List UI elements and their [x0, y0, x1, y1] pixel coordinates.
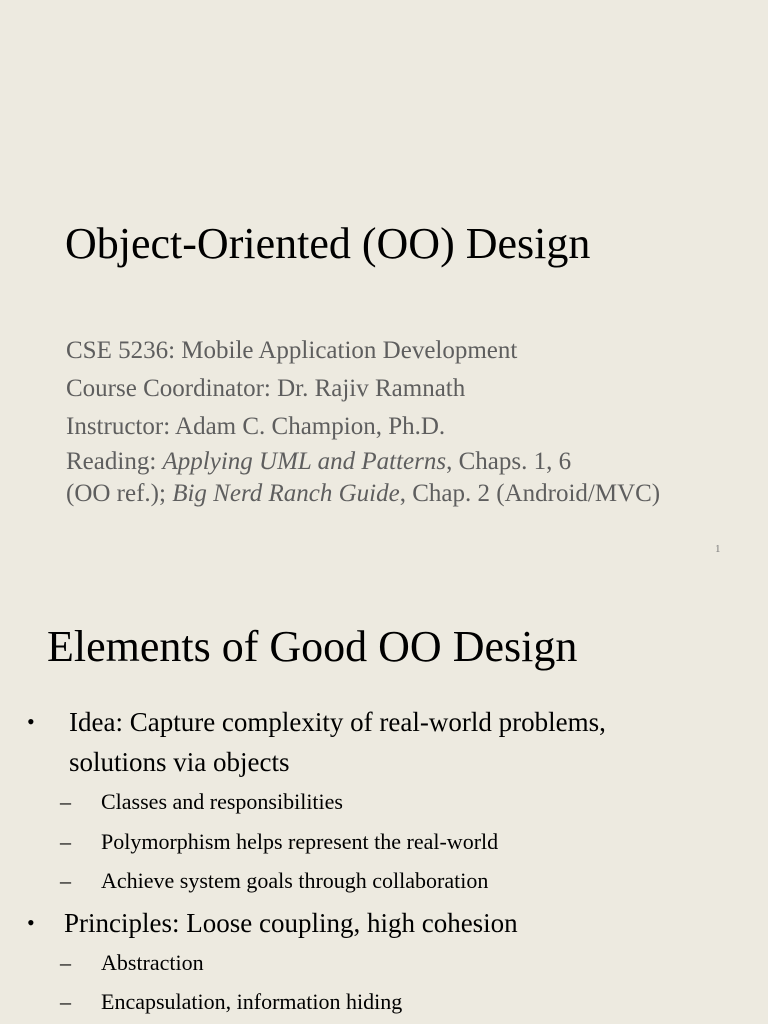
bullet-text: solutions via objects [69, 747, 290, 777]
sub-bullet-text: Polymorphism helps represent the real-world [101, 828, 499, 854]
bullet-text: Principles: Loose coupling, high cohesion [64, 907, 518, 938]
bullet-item-continued [0, 742, 768, 782]
bullet-item [0, 903, 768, 943]
dash-icon: – [60, 828, 71, 854]
reading-book-1-chapters: , Chaps. 1, 6 [446, 448, 572, 475]
reading-line-2 [66, 478, 660, 510]
dash-icon: – [60, 789, 71, 814]
slide-title: Object-Oriented (OO) Design [65, 219, 591, 268]
course-coordinator: Course Coordinator: Dr. Rajiv Ramnath [66, 375, 466, 402]
bullet-icon: • [27, 909, 35, 935]
reading-book-2: Big Nerd Ranch Guide [172, 480, 400, 507]
instructor: Instructor: Adam C. Champion, Ph.D. [66, 413, 446, 440]
dash-icon: – [60, 989, 71, 1014]
dash-icon: – [60, 868, 71, 893]
slide-title: Elements of Good OO Design [47, 622, 578, 671]
dash-icon: – [60, 949, 71, 975]
bullet-list [0, 702, 768, 1022]
bullet-item [0, 702, 768, 742]
sub-bullet-item [0, 861, 768, 901]
reading-book-1: Applying UML and Patterns [162, 448, 447, 475]
sub-bullet-item [0, 943, 768, 983]
reading-line-1 [66, 446, 660, 478]
slide-subtitle [66, 332, 660, 510]
sub-bullet-text: Achieve system goals through collaboration [101, 868, 489, 893]
bullet-icon: • [27, 709, 35, 734]
slide-2 [0, 576, 768, 1024]
sub-bullet-item [0, 982, 768, 1022]
course-name: CSE 5236: Mobile Application Development [66, 337, 518, 364]
slide-number: 1 [715, 543, 721, 555]
sub-bullet-item [0, 782, 768, 822]
bullet-text: Idea: Capture complexity of real-world problems, [69, 707, 606, 737]
reading-book-2-chapters: , Chap. 2 (Android/MVC) [399, 480, 661, 507]
sub-bullet-text: Encapsulation, information hiding [101, 989, 403, 1014]
reading-line-2-prefix: (OO ref.); [66, 480, 173, 507]
sub-bullet-text: Classes and responsibilities [101, 789, 343, 814]
reading-prefix: Reading: [66, 448, 163, 475]
sub-bullet-text: Abstraction [101, 949, 204, 975]
sub-bullet-item [0, 822, 768, 862]
